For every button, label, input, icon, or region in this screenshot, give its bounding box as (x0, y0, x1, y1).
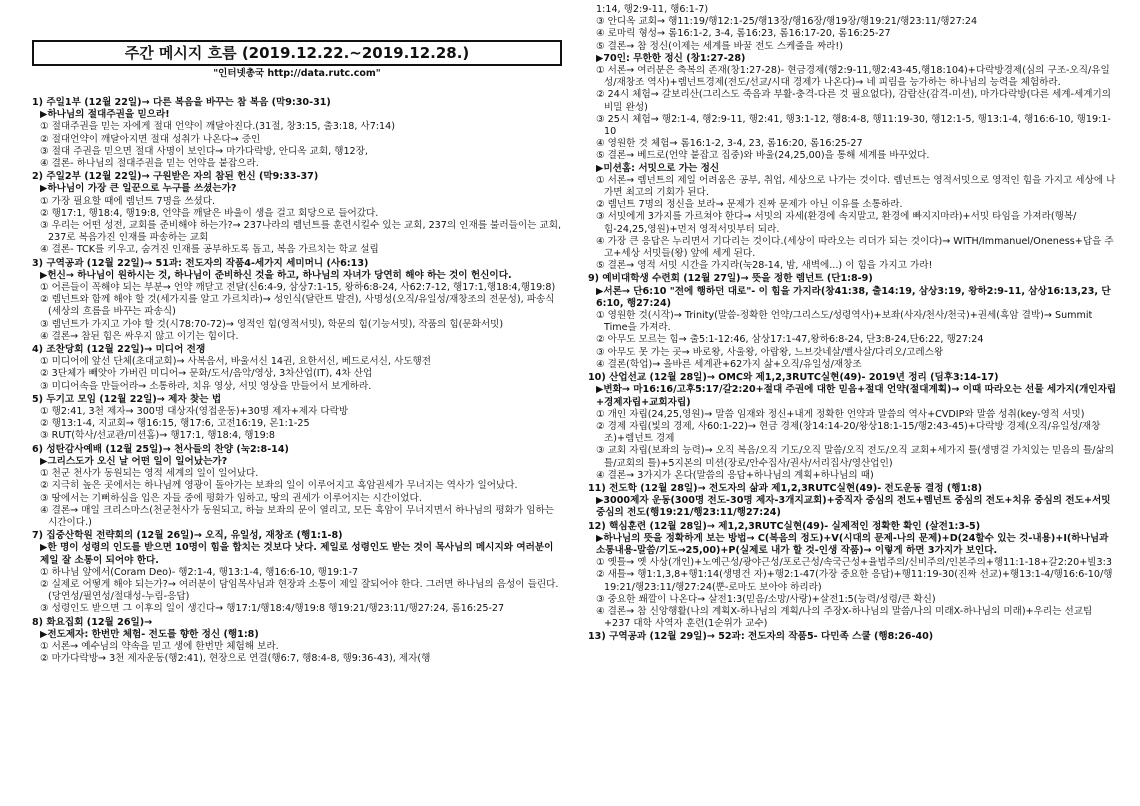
list-item: ① 서론→ 렘넌트의 제일 어려움은 공부, 취업, 세상으로 나가는 것이다. 렘넌트는 영적서밋으로 영적인 힘을 가지고 세상에 나가면 최고의 기회가 된다. (596, 174, 1116, 199)
section-heading: 7) 집중산학원 전략회의 (12월 26일)→ 오직, 유일성, 재창조 (행1:1-8) (32, 530, 343, 542)
list-item: ④ 결론- 하나님의 절대주권을 믿는 언약을 붙잡으라. (40, 158, 259, 170)
list-item: ③ 우리는 어떤 성전, 교회를 준비해야 하는가?→ 237나라의 렘넌트를 훈련시킬수 있는 교회, 237의 인재를 불러들이는 교회, 237로 복음가진 인재를 파송하는 교회 (40, 220, 562, 244)
list-item: 1:14, 행2:9-11, 행6:1-7) (596, 4, 709, 15)
section-heading: 6) 성탄감사예배 (12월 25일)→ 천사들의 찬양 (눅2:8-14) (32, 443, 289, 455)
list-item: ① 옛틀→ 옛 사상(개인)+노예근성/광야근성/포로근성/속국근성+율법주의/신비주의/인본주의+행11:1-18+갈2:20+빌3:3 (596, 557, 1112, 569)
list-item: ② 행13:1-4, 지교회→ 행16:15, 행17:6, 고전16:19, 몬1:1-25 (40, 418, 310, 430)
list-item: ② 렘넌트 7명의 정신을 보라→ 문제가 진짜 문제가 아닌 이유를 소통하라. (596, 199, 903, 211)
section-heading: 2) 주일2부 (12월 22일)→ 구원받은 자의 참된 헌신 (막9:33-37) (32, 171, 319, 183)
list-item: ① 영원한 것(시작)→ Trinity(말씀-정확한 언약/그리스도/성령역사)+보좌(사자/천사/천국)+권세(흑암 결박)→ Summit Time을 가져라. (596, 310, 1093, 334)
list-item: ③ 서밋에게 3가지를 가르쳐야 한다→ 서밋의 자세(환경에 속지말고, 환경에 빠지지마라)+서밋 타임을 가져라(행복/힘-24,25,영원)+먼저 영적서밋부터 되라. (596, 211, 1077, 235)
list-item: ③ 절대 주권을 믿으면 절대 사명이 보인다→ 마가다락방, 안디옥 교회, 행12장, (40, 145, 368, 157)
section-summary: ▶하나님의 뜻을 정확하게 보는 방법→ C(복음의 정도)+V(시대의 문제-나의 문제)+D(24할수 있는 것-내용)+I(하나님과 소통내용-말씀/기도→25,00)+P(실제로 내가 할 것-인생 작품)→ 이렇게 하면 3가지가 보인다. (596, 532, 1109, 556)
list-item: ① 서론→ 여러분은 축복의 존재(창1:27-28)- 현금경제(행2:9-11,행2:43-45,행18:104)+다락방경제(심의 구조-오직/유일성/재창조 역사)+렘넌트경제(전도/선교/시대 경제가 나온다)→ 네 피림을 능가하는 하나님의 능력을 체험하라. (596, 65, 1110, 89)
list-item: ② 아무도 모르는 힘→ 출5:1-12:46, 삼상17:1-47,왕하6:8-24, 단3:8-24,단6:22, 행27:24 (596, 334, 984, 346)
list-item: ① 행2:41, 3천 제자→ 300명 대상자(영접운동)+30명 제자+제자 다락방 (40, 406, 349, 418)
section-heading: 12) 핵심훈련 (12월 28일)→ 제1,2,3RUTC실현(49)- 실제적인 정확한 확인 (살전1:3-5) (588, 520, 981, 532)
section-heading: 3) 구역공과 (12월 22일)→ 51과: 전도자의 작품4-세가지 세미머니 (사6:13) (32, 257, 369, 269)
list-item: ③ 성령인도 받으면 그 이후의 일이 생긴다→ 행17:1/행18:4/행19:8 행19:21/행23:11/행27:24, 롬16:25-27 (40, 603, 505, 615)
section-summary: ▶전도제자: 한번만 체험- 전도를 향한 정신 (행1:8) (40, 628, 259, 640)
section-summary: ▶그리스도가 오신 날 어떤 일이 일어났는가? (40, 455, 228, 467)
section-summary: ▶3000제자 운동(300명 전도-30명 제자-3개지교회)+중직자 중심의 전도+렘넌트 중심의 전도+치유 중심의 전도+서밋 중심의 전도(행19:21/행23:11/행27:24) (596, 495, 1111, 519)
page-title: 주간 메시지 흐름 (2019.12.22.~2019.12.28.) (32, 40, 562, 66)
list-item: ⑤ 결론→ 참 정신(이제는 세계를 바꿀 전도 스케줄을 짜라!) (596, 40, 843, 52)
section-heading: 8) 화요집회 (12월 26일)→ (32, 616, 153, 628)
section-heading: 9) 예비대학생 수련회 (12월 27일)→ 뜻을 정한 렘넌트 (단1:8-9) (588, 273, 873, 285)
list-item: ③ 미디어속을 만들어라→ 소통하라, 치유 영상, 서밋 영상을 만들어서 보게하라. (40, 380, 372, 392)
section-summary: ▶한 명이 성령의 인도를 받으면 10명이 힘을 합치는 것보다 낫다. 제일로 성령인도 받는 것이 목사님의 메시지와 여러분이 제일 잘 소통이 되어야 한다. (40, 542, 554, 566)
list-item: ④ 결론→ 3가지가 온다(말씀의 응답+하나님의 계획+하나님의 때) (596, 469, 874, 481)
list-item: ② 마가다락방→ 3천 제자운동(행2:41), 현장으로 연결(행6:7, 행8:4-8, 행9:36-43), 제자(행 (40, 653, 431, 665)
list-item: ⑤ 결론→ 베드로(언약 붙잡고 집중)와 바울(24,25,00)을 통해 세계를 바꾸었다. (596, 150, 930, 162)
list-item: ① 서론→ 예수님의 약속을 믿고 생에 한번만 체험해 보라. (40, 640, 279, 652)
list-item: ③ 25시 체험→ 행2:1-4, 행2:9-11, 행2:41, 행3:1-12, 행8:4-8, 행11:19-30, 행12:1-5, 행13:1-4, 행16:6-10, 행19:1-10 (596, 113, 1111, 138)
list-item: ③ 교회 자립(보좌의 능력)→ 오직 복음/오직 기도/오직 말씀/오직 전도/오직 교회+세가지 틀(생명걸 가치있는 믿음의 틀/삶의 틀/교회의 틀)+5지본의 미션(장로/안수집사/권사/서리집사/영산업인) (596, 445, 1115, 469)
right-column (588, 4, 1118, 644)
list-item: ① 절대주권을 믿는 자에게 절대 언약이 깨달아진다.(31절, 창3:15, 출3:18, 사7:14) (40, 121, 395, 133)
list-item: ② 경제 자립(빛의 경제, 사60:1-22)→ 현금 경제(창14:14-20/왕상18:1-15/행2:43-45)+다락방 경제(오직/유일성/재창조)+렘넌트 경제 (596, 420, 1101, 445)
left-column (32, 96, 562, 665)
list-item: ③ 중요한 쐐깔이 나온다→ 살전1:3(믿음/소망/사랑)+살전1:5(능력/성령/큰 확신) (596, 593, 936, 605)
section-heading: 5) 두기고 모임 (12월 22일)→ 제자 찾는 법 (32, 393, 222, 405)
list-item: ④ 결론→ 참 신앙행활(나의 계획X-하나님의 계획/나의 주장X-하나님의 말씀/나의 미래X-하나님의 미래)+우리는 선교팀+237 대학 사역자 훈련(1순위가 교수) (596, 605, 1093, 630)
list-item: ④ 결론→ 매일 크리스마스(천군천사가 동원되고, 하늘 보좌의 문이 열리고, 모든 흑암이 무너지면서 하나님의 평화가 임하는 시간이다.) (40, 504, 555, 528)
list-item: ④ 가장 큰 응답은 누리면서 기다리는 것이다.(세상이 따라오는 리더가 되는 것이다)→ WITH/Immanuel/Oneness+답을 주고+세상 서밋들(왕) 앞에 세게 된다. (596, 235, 1114, 260)
list-item: ⑤ 결론→ 영적 서밋 시간을 가지라(눅28-14, 밤, 새벽에...) 이 힘을 가지고 가라! (596, 260, 933, 272)
list-item: ④ 로마릭 형성→ 롬16:1-2, 3-4, 롬16:23, 롬16:17-20, 롬16:25-27 (596, 28, 891, 40)
list-item: ② 실제로 어떻게 해야 되는가?→ 여러분이 담임목사님과 현장과 소통이 제일 잘되어야 한다. 그러면 하나님의 음성이 들린다.(당연성/필연성/절대성-누림-응답) (40, 578, 559, 603)
list-item: ② 절대언약이 깨달아지면 절대 성취가 나온다→ 증인 (40, 133, 261, 145)
page-subtitle: "인터넷총국 http://data.rutc.com" (213, 68, 381, 79)
section-heading: 11) 전도학 (12월 28일)→ 전도자의 삶과 제1,2,3RUTC실현(49)- 전도운동 결정 (행1:8) (588, 482, 983, 494)
section-summary: ▶하나님의 절대주권을 믿으라! (40, 109, 170, 121)
list-item: ③ 렘넌트가 가지고 가야 할 것(시78:70-72)→ 영적인 힘(영적서밋), 학문의 힘(기능서밋), 작품의 힘(문화서밋) (40, 318, 504, 330)
list-item: ④ 결론(학업)→ 올바른 세계관+62가지 삶+오직/유일성/재창조 (596, 358, 862, 370)
list-item: ② 렘넌트와 함께 해야 할 것(세가지를 알고 가르치라)→ 성인식(달란트 발견), 사명성(오직/유일성/재창조의 전문성), 파송식(세상의 흐름을 바꾸는 파송식) (40, 294, 555, 318)
list-item: ④ 결론→ 참된 힘은 싸우지 않고 이기는 힘이다. (40, 330, 239, 342)
list-item: ③ RUT(학사/선교관/미션홈)→ 행17:1, 행18:4, 행19:8 (40, 430, 276, 442)
list-item: ④ 영원한 것 체험→ 롬16:1-2, 3-4, 23, 롬16:20, 롬16:25-27 (596, 138, 863, 150)
section-summary: ▶서론→ 단6:10 "전에 행하던 대로"- 이 힘을 가지라(창41:38, 출14:19, 삼상3:19, 왕하2:9-11, 삼상16:13,23, 단6:10, 행27:24) (596, 285, 1111, 309)
section-heading: 1) 주일1부 (12월 22일)→ 다른 복음을 바꾸는 참 복음 (막9:30-31) (32, 97, 331, 108)
list-item: ② 행17:1, 행18:4, 행19:8, 언약을 깨달은 바울이 생을 걸고 회당으로 들어갔다. (40, 207, 379, 219)
section-heading: 10) 산업선교 (12월 28일)→ OMC와 제1,2,3RUTC실현(49)- 2019년 정리 (딤후3:14-17) (588, 372, 999, 384)
list-item: ② 새틀→ 행1:1,3,8+행1:14(생명건 자)+행2:1-47(가장 중요한 응답)+행11:19-30(진짜 선교)+행13:1-4/행16:6-10/행19:21/행23:11/행27:24(뿐-로마도 보아야 하리라) (596, 569, 1113, 593)
list-item: ① 하나님 앞에서(Coram Deo)- 행2:1-4, 행13:1-4, 행16:6-10, 행19:1-7 (40, 566, 359, 578)
section-summary: ▶헌신→ 하나님이 원하시는 것, 하나님이 준비하신 것을 하고, 하나님의 자녀가 당연히 해야 하는 것이 헌신이다. (40, 269, 512, 281)
list-item: ① 미디어에 앞선 단체(초대교회)→ 사복음서, 바울서신 14권, 요한서신, 베드로서신, 사도행전 (40, 356, 432, 368)
list-item: ③ 땅에서는 기뻐하심을 입은 자들 중에 평화가 임하고, 땅의 권세가 이루어지는 시간이었다. (40, 492, 422, 504)
list-item: ① 어른들이 꼭해야 되는 부분→ 언약 깨닫고 전달(신6:4-9, 삼상7:1-15, 왕하6:8-24, 사62:7-12, 행17:1,행18:4,행19:8) (40, 282, 556, 294)
section-heading: 13) 구역공과 (12월 29일)→ 52과: 전도자의 작품5- 다민족 스쿨 (행8:26-40) (588, 631, 934, 643)
list-item: ④ 결론- TCK를 키우고, 숨겨진 인재를 공부하도록 돕고, 복음 가르치는 학교 설립 (40, 244, 379, 256)
list-item: ② 3단체가 빼앗아 가버린 미디어→ 문화/도서/음악/영상, 3차산업(IT), 4차 산업 (40, 368, 373, 380)
section-heading: 4) 조찬당회 (12월 22일)→ 미디어 전쟁 (32, 344, 206, 356)
list-item: ① 천군 천사가 동원되는 영적 세계의 일이 일어났다. (40, 468, 259, 480)
section-summary: ▶70인: 무한한 정신 (창1:27-28) (596, 52, 746, 64)
section-summary: ▶하나님이 가장 큰 일꾼으로 누구를 쓰셨는가? (40, 183, 237, 195)
list-item: ③ 아무도 못 가는 곳→ 바로왕, 사울왕, 아랍왕, 느브갓네살/벨사살/다리오/고레스왕 (596, 346, 944, 358)
list-item: ① 가장 필요할 때에 렘넌트 7명을 쓰셨다. (40, 195, 216, 207)
list-item: ③ 안디옥 교회→ 행11:19/행12:1-25/행13장/행16장/행19장/행19:21/행23:11/행27:24 (596, 16, 978, 28)
section-summary: ▶미션홈: 서밋으로 가는 정신 (596, 162, 720, 174)
list-item: ① 개인 자립(24,25,영원)→ 말씀 임재와 정신+내게 정확한 언약과 말씀의 역사+CVDIP와 말씀 성취(key-영적 서밋) (596, 408, 1085, 420)
list-item: ② 지극히 높은 곳에서는 하나님께 영광이 돌아가는 보좌의 일이 이루어지고 흑암권세가 무너지는 역사가 일어났다. (40, 480, 518, 492)
list-item: ② 24시 체험→ 갈보리산(그리스도 죽음과 부활-충격-다른 것 필요없다), 감람산(감격-미션), 마가다락방(다른 세계-세계기의 비밀 완성) (596, 89, 1112, 113)
section-summary: ▶변화→ 마16:16/고후5:17/갈2:20+절대 주권에 대한 믿음+절대 언약(절대계획)→ 이때 따라오는 선물 세가지(개인자립+경제자립+교회자립) (596, 384, 1117, 408)
